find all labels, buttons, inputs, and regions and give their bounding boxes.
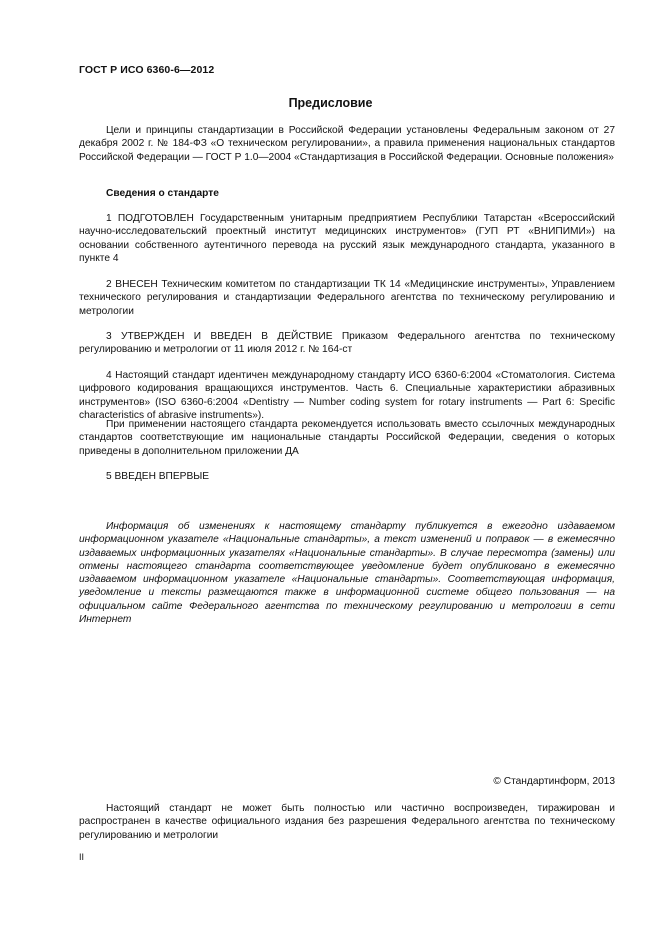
item-4-note-paragraph: При применении настоящего стандарта рекомендуется использовать вместо ссылочных международных стандартов соответствующие им национальные стандарты Российской Федерации, сведения о которых приведены в дополнительном приложении ДА <box>79 419 615 457</box>
item-5-paragraph: 5 ВВЕДЕН ВПЕРВЫЕ <box>106 471 210 482</box>
info-notice-paragraph: Информация об изменениях к настоящему стандарту публикуется в ежегодно издаваемом информационном указателе «Национальные стандарты», а текст изменений и поправок — в ежемесячно издаваемых информационных указателях «Национальные стандарты». В случае пересмотра (замены) или отмены настоящего стандарта соответствующее уведомление будет опубликовано в ежемесячно издаваемом информационном указателе «Национальные стандарты». Соответствующая информация, уведомление и тексты размещаются также в информационной системе общего пользования — на официальном сайте Федерального агентства по техническому регулированию и метрологии в сети Интернет <box>79 521 615 626</box>
reproduction-notice-paragraph: Настоящий стандарт не может быть полностью или частично воспроизведен, тиражирован и распространен в качестве официального издания без разрешения Федерального агентства по техническому регулированию и метрологии <box>79 803 615 841</box>
item-3-paragraph: 3 УТВЕРЖДЕН И ВВЕДЕН В ДЕЙСТВИЕ Приказом Федерального агентства по техническому регулированию и метрологии от 11 июля 2012 г. № 164-ст <box>79 331 615 356</box>
item-4-paragraph: 4 Настоящий стандарт идентичен международному стандарту ИСО 6360-6:2004 «Стоматология. Система цифрового кодирования вращающихся инструментов. Часть 6. Специальные характеристики абразивных инструментов» (ISO 6360-6:2004 «Dentistry — Number coding system for rotary instruments — Part 6: Specific characteristics of abrasive instruments»). <box>79 370 615 421</box>
page-number: II <box>79 852 85 862</box>
intro-paragraph: Цели и принципы стандартизации в Российской Федерации установлены Федеральным законом от 27 декабря 2002 г. № 184-ФЗ «О техническом регулировании», а правила применения национальных стандартов Российской Федерации — ГОСТ Р 1.0—2004 «Стандартизация в Российской Федерации. Основные положения» <box>79 125 615 163</box>
item-1-paragraph: 1 ПОДГОТОВЛЕН Государственным унитарным предприятием Республики Татарстан «Всероссийский научно-исследовательский проектный институт медицинских инструментов» (ГУП РТ «ВНИПИМИ») на основании собственного аутентичного перевода на русский язык международного стандарта, указанного в пункте 4 <box>79 213 615 264</box>
document-header: ГОСТ Р ИСО 6360-6—2012 <box>79 64 215 76</box>
item-2-paragraph: 2 ВНЕСЕН Техническим комитетом по стандартизации ТК 14 «Медицинские инструменты», Управлением технического регулирования и стандартизации Федерального агентства по техническому регулированию и метрологии <box>79 279 615 317</box>
section-title: Предисловие <box>288 96 373 110</box>
copyright-line: © Стандартинформ, 2013 <box>493 776 615 787</box>
subheading: Сведения о стандарте <box>106 188 219 199</box>
